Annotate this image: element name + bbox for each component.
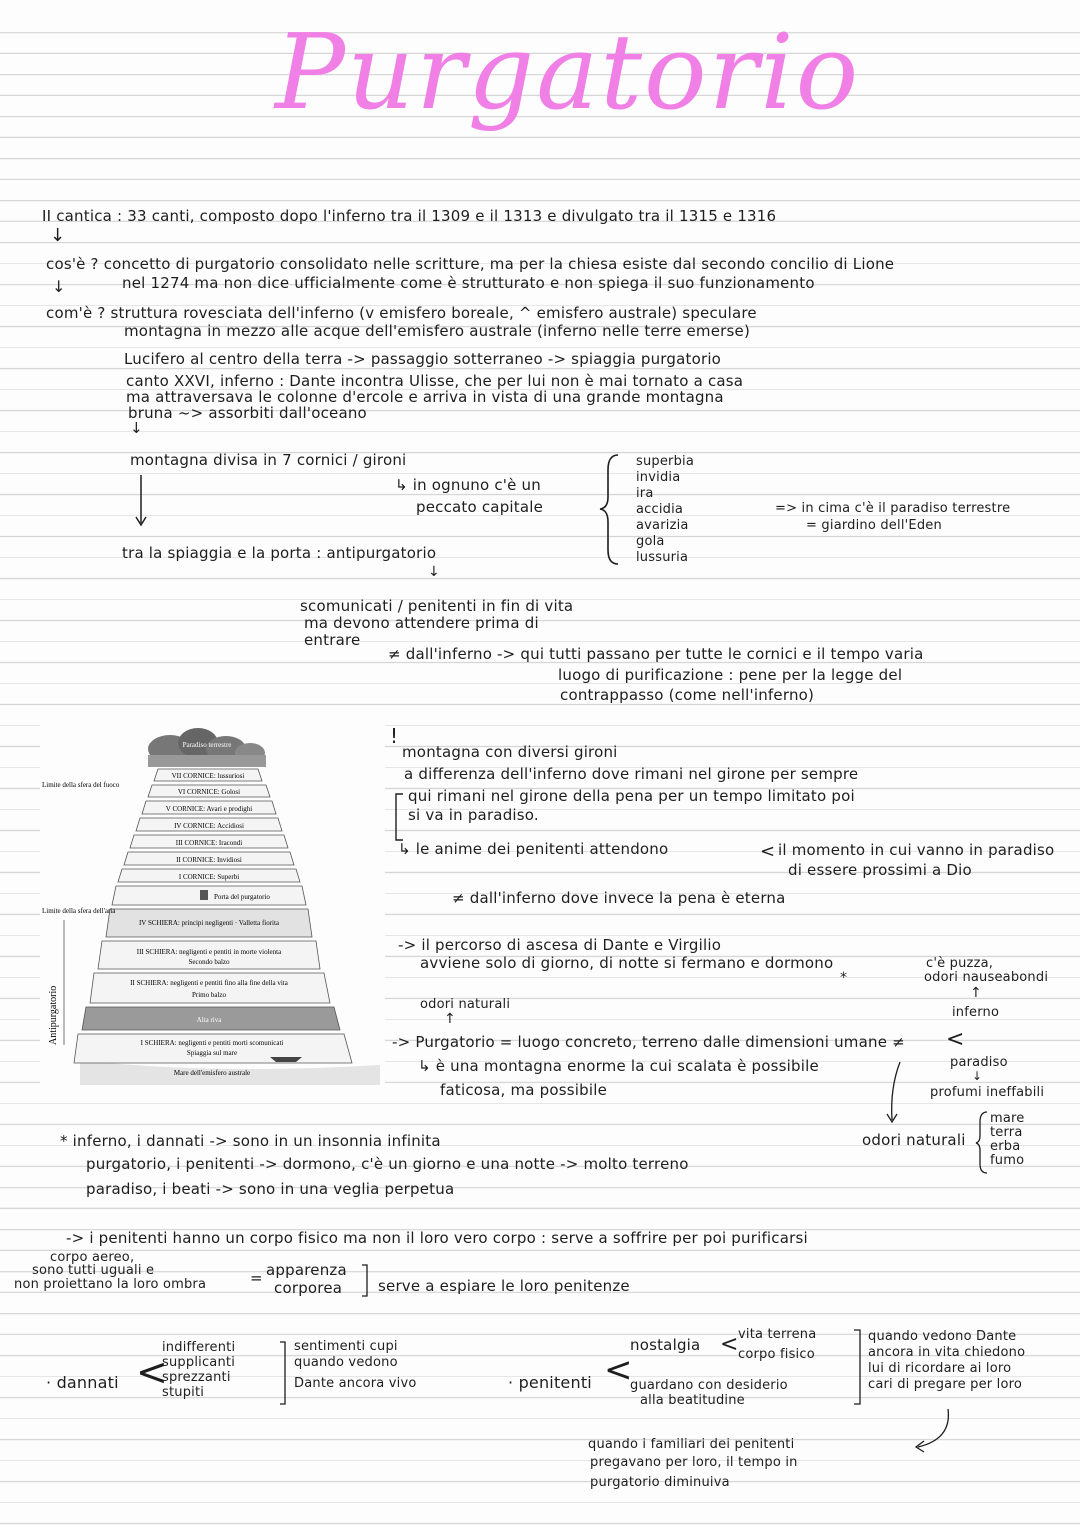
fork-icon: <	[720, 1332, 739, 1357]
sin-item: invidia	[636, 470, 681, 485]
note-line: si va in paradiso.	[408, 806, 539, 824]
antipurgatorio-text: tra la spiaggia e la porta : antipurgatorio	[122, 544, 437, 562]
fig-fuoco: Limite della sfera del fuoco	[42, 781, 120, 789]
damned-type: indifferenti	[162, 1340, 236, 1355]
sin-note: ↳ in ognuno c'è un	[395, 476, 541, 494]
curved-arrow-icon	[884, 1058, 904, 1128]
intro-line: II cantica : 33 canti, composto dopo l'inferno tra il 1309 e il 1313 e divulgato tra il 1315 e 1316	[42, 207, 777, 225]
bracket-icon	[852, 1328, 864, 1408]
fig-schiera: I SCHIERA: negligenti e pentiti morti scomunicati	[140, 1039, 284, 1047]
fig-aria: Limite della sfera dell'aria	[42, 907, 116, 915]
note-line: avviene solo di giorno, di notte si fermano e dormono	[420, 954, 834, 972]
curved-arrow-icon	[908, 1405, 958, 1455]
body-line: non proiettano la loro ombra	[14, 1277, 207, 1292]
family-note: quando i familiari dei penitenti	[588, 1437, 795, 1452]
sin-item: avarizia	[636, 518, 689, 533]
body-line: corpo aereo,	[50, 1250, 135, 1265]
bracket-icon	[360, 1263, 370, 1299]
sins-list	[636, 454, 694, 566]
brace-icon	[596, 452, 624, 567]
note-line: di essere prossimi a Dio	[788, 861, 972, 879]
intro-line: com'è ? struttura rovesciata dell'inferno (v emisfero boreale, ^ emisfero australe) speculare	[46, 304, 757, 322]
fig-schiera: III SCHIERA: negligenti e pentiti in morte violenta	[136, 948, 282, 956]
sin-item: lussuria	[636, 550, 689, 565]
bracket-icon	[278, 1340, 288, 1408]
fig-roccia: Alta riva	[196, 1016, 222, 1024]
fork-icon: <	[946, 1027, 965, 1052]
difference-note: luogo di purificazione : pene per la legge del	[558, 666, 903, 684]
damned-feeling: quando vedono	[294, 1355, 398, 1370]
fig-schiera: II SCHIERA: negligenti e pentiti fino alla fine della vita	[130, 979, 288, 987]
difference-note: ≠ dall'inferno -> qui tutti passano per tutte le cornici e il tempo varia	[388, 645, 924, 663]
note-line: inferno	[952, 1005, 1000, 1020]
sin-item: accidia	[636, 502, 684, 517]
penitent-note: lui di ricordare ai loro	[868, 1361, 1012, 1376]
penitent-note: ancora in vita chiedono	[868, 1345, 1026, 1360]
penitent-feeling: guardano con desiderio	[630, 1378, 788, 1393]
intro-line: montagna in mezzo alle acque dell'emisfero australe (inferno nelle terre emerse)	[124, 322, 750, 340]
excommunicated-note: ma devono attendere prima di	[304, 614, 539, 632]
down-arrow: ↓	[130, 419, 143, 437]
smell-item: terra	[990, 1125, 1023, 1140]
fig-cornice: I CORNICE: Superbi	[178, 873, 240, 881]
note-line: a differenza dell'inferno dove rimani nel girone per sempre	[404, 765, 859, 783]
fig-porta: Porta del purgatorio	[214, 893, 270, 901]
excommunicated-note: scomunicati / penitenti in fin di vita	[300, 597, 574, 615]
brace-icon	[975, 1110, 989, 1175]
fig-paradiso: Paradiso terrestre	[182, 741, 232, 749]
exclamation-mark: !	[390, 724, 399, 748]
summit-note: = giardino dell'Eden	[806, 518, 942, 533]
sleep-line: purgatorio, i penitenti -> dormono, c'è un giorno e una notte -> molto terreno	[86, 1155, 689, 1173]
down-arrow-icon	[134, 473, 148, 529]
down-arrow: ↓	[972, 1069, 983, 1083]
fig-balzo: Secondo balzo	[188, 958, 230, 966]
note-line: faticosa, ma possibile	[440, 1081, 608, 1099]
smell-item: fumo	[990, 1153, 1025, 1168]
fig-antipurgatorio: Antipurgatorio	[48, 985, 59, 1045]
fig-cornice: VI CORNICE: Golosi	[177, 788, 241, 796]
body-line: serve a espiare le loro penitenze	[378, 1277, 630, 1295]
page-title: Purgatorio	[275, 11, 861, 133]
summit-note: => in cima c'è il paradiso terrestre	[775, 501, 1011, 516]
sleep-line: paradiso, i beati -> sono in una veglia perpetua	[86, 1180, 455, 1198]
sin-note: peccato capitale	[416, 498, 544, 516]
fork-icon: <	[136, 1350, 169, 1394]
note-line: -> Purgatorio = luogo concreto, terreno dalle dimensioni umane ≠	[392, 1033, 905, 1051]
down-arrow: ↓	[52, 277, 66, 296]
mountain-text: montagna divisa in 7 cornici / gironi	[130, 451, 407, 469]
note-line: qui rimani nel girone della pena per un tempo limitato poi	[408, 787, 855, 805]
note-line: montagna con diversi gironi	[402, 743, 618, 761]
note-line: paradiso	[950, 1055, 1008, 1070]
excommunicated-note: entrare	[304, 631, 361, 649]
sin-item: superbia	[636, 454, 695, 469]
body-line: apparenza	[266, 1261, 347, 1279]
smell-item: erba	[990, 1139, 1021, 1154]
note-line: ↳ le anime dei penitenti attendono	[398, 840, 669, 858]
difference-note: contrappasso (come nell'inferno)	[560, 686, 815, 704]
body-line: corporea	[274, 1279, 343, 1297]
note-line: profumi ineffabili	[930, 1085, 1045, 1100]
penitent-feeling: alla beatitudine	[640, 1393, 745, 1408]
bracket-icon	[393, 792, 405, 844]
fork-icon: <	[760, 841, 776, 862]
fig-schiera: IV SCHIERA: principi negligenti · Valletta fiorita	[138, 919, 280, 927]
note-line: odori naturali	[420, 997, 511, 1012]
note-line: -> il percorso di ascesa di Dante e Virgilio	[398, 936, 722, 954]
intro-line: bruna ~> assorbiti dall'oceano	[128, 404, 367, 422]
intro-line: Lucifero al centro della terra -> passaggio sotterraneo -> spiaggia purgatorio	[124, 350, 722, 368]
family-note: purgatorio diminuiva	[590, 1475, 730, 1490]
down-arrow: ↓	[50, 225, 66, 246]
damned-type: supplicanti	[162, 1355, 236, 1370]
penitent-feeling: corpo fisico	[738, 1347, 815, 1362]
intro-line: ma attraversava le colonne d'ercole e arriva in vista di una grande montagna	[126, 388, 724, 406]
note-line: odori nauseabondi	[924, 970, 1049, 985]
damned-feeling: sentimenti cupi	[294, 1339, 398, 1354]
family-note: pregavano per loro, il tempo in	[590, 1455, 798, 1470]
damned-types	[162, 1340, 235, 1400]
sleep-line: * inferno, i dannati -> sono in un insonnia infinita	[60, 1132, 441, 1150]
fig-cornice: IV CORNICE: Accidiosi	[174, 822, 244, 830]
intro-line: cos'è ? concetto di purgatorio consolidato nelle scritture, ma per la chiesa esiste dal secondo concilio di Lione	[46, 255, 895, 273]
up-arrow: ↑	[970, 985, 982, 1001]
note-line: odori naturali	[862, 1131, 966, 1149]
damned-type: stupiti	[162, 1385, 205, 1400]
purgatory-mountain-illustration	[40, 725, 385, 1085]
damned-feeling: Dante ancora vivo	[294, 1376, 417, 1391]
intro-line: nel 1274 ma non dice ufficialmente come è strutturato e non spiega il suo funzionamento	[122, 274, 815, 292]
star-mark: *	[840, 970, 848, 986]
fig-cornice: III CORNICE: Iracondi	[175, 839, 243, 847]
smell-item: mare	[990, 1111, 1025, 1126]
souls-label: · penitenti	[508, 1373, 592, 1392]
fig-spiaggia: Spiaggia sul mare	[186, 1049, 238, 1057]
up-arrow: ↑	[444, 1011, 456, 1027]
fig-cornice: V CORNICE: Avari e prodighi	[165, 805, 253, 813]
fig-balzo: Primo balzo	[191, 991, 227, 999]
gate-icon	[200, 890, 208, 900]
body-line: sono tutti uguali e	[32, 1263, 155, 1278]
penitent-note: quando vedono Dante	[868, 1329, 1017, 1344]
souls-label: · dannati	[46, 1373, 119, 1392]
fig-cornice: VII CORNICE: lussuriosi	[171, 772, 245, 780]
intro-line: canto XXVI, inferno : Dante incontra Ulisse, che per lui non è mai tornato a casa	[126, 372, 744, 390]
sin-item: gola	[636, 534, 665, 549]
penitent-feeling: nostalgia	[630, 1336, 701, 1354]
note-line: ↳ è una montagna enorme la cui scalata è possibile	[418, 1057, 819, 1075]
down-arrow: ↓	[428, 564, 440, 580]
smell-list	[990, 1112, 1025, 1168]
fig-cornice: II CORNICE: Invidiosi	[176, 856, 242, 864]
fig-mare: Mare dell'emisfero australe	[173, 1069, 251, 1077]
equals-sign: =	[250, 1269, 263, 1287]
note-line: ≠ dall'inferno dove invece la pena è eterna	[452, 889, 786, 907]
body-line: -> i penitenti hanno un corpo fisico ma non il loro vero corpo : serve a soffrire per poi purificarsi	[66, 1229, 808, 1247]
fork-icon: <	[604, 1350, 633, 1390]
penitent-feeling: vita terrena	[738, 1327, 817, 1342]
sin-item: ira	[636, 486, 654, 501]
note-line: il momento in cui vanno in paradiso	[778, 841, 1055, 859]
note-line: c'è puzza,	[926, 956, 994, 971]
penitent-note: cari di pregare per loro	[868, 1377, 1023, 1392]
damned-type: sprezzanti	[162, 1370, 231, 1385]
